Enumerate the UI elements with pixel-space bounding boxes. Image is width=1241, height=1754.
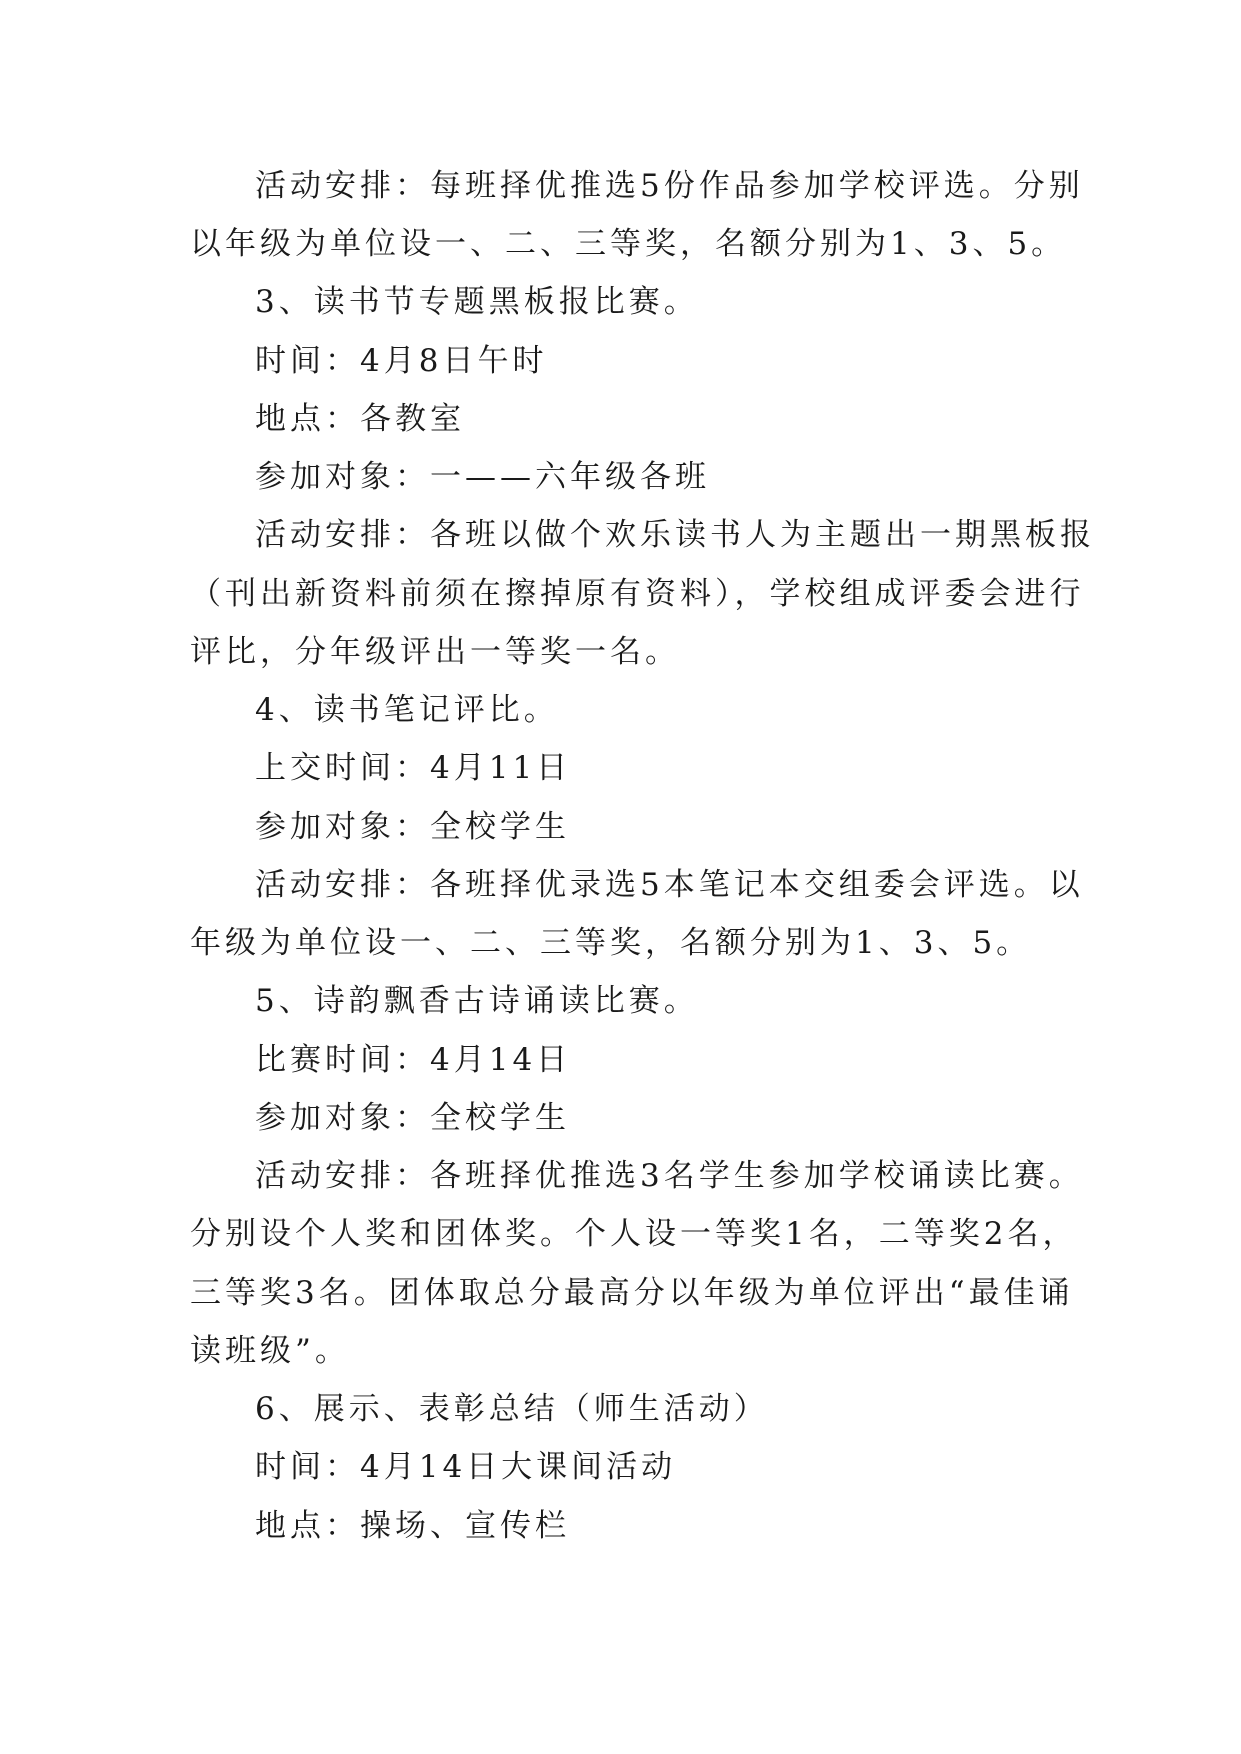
paragraph-line: 4、读书笔记评比。 <box>255 692 559 728</box>
paragraph-line: 年级为单位设一、二、三等奖，名额分别为1、3、5。 <box>190 925 1032 961</box>
paragraph-line: 三等奖3名。团体取总分最高分以年级为单位评出“最佳诵 <box>190 1275 1074 1311</box>
paragraph-line: 时间：4月14日大课间活动 <box>255 1449 677 1485</box>
paragraph-line: 比赛时间：4月14日 <box>255 1042 572 1078</box>
paragraph-line: 5、诗韵飘香古诗诵读比赛。 <box>255 983 699 1019</box>
paragraph-line: 时间：4月8日午时 <box>255 343 548 379</box>
paragraph-line: 地点：操场、宣传栏 <box>255 1508 570 1544</box>
paragraph-line: （刊出新资料前须在擦掉原有资料），学校组成评委会进行 <box>190 576 1085 612</box>
paragraph-line: 6、展示、表彰总结（师生活动） <box>255 1391 769 1427</box>
paragraph-line: 参加对象：全校学生 <box>255 809 570 845</box>
paragraph-line: 地点：各教室 <box>255 401 465 437</box>
paragraph-line: 分别设个人奖和团体奖。个人设一等奖1名，二等奖2名， <box>190 1216 1078 1252</box>
paragraph-line: 以年级为单位设一、二、三等奖，名额分别为1、3、5。 <box>190 226 1067 262</box>
paragraph-line: 上交时间：4月11日 <box>255 750 572 786</box>
paragraph-line: 活动安排：各班择优录选5本笔记本交组委会评选。以 <box>255 867 1084 903</box>
paragraph-line: 参加对象：全校学生 <box>255 1100 570 1136</box>
paragraph-line: 读班级”。 <box>190 1333 350 1369</box>
paragraph-line: 活动安排：每班择优推选5份作品参加学校评选。分别 <box>255 168 1084 204</box>
paragraph-line: 活动安排：各班择优推选3名学生参加学校诵读比赛。 <box>255 1158 1084 1194</box>
paragraph-line: 活动安排：各班以做个欢乐读书人为主题出一期黑板报 <box>255 517 1095 553</box>
paragraph-line: 评比，分年级评出一等奖一名。 <box>190 634 680 670</box>
paragraph-line: 参加对象：一——六年级各班 <box>255 459 710 495</box>
paragraph-line: 3、读书节专题黑板报比赛。 <box>255 284 699 320</box>
